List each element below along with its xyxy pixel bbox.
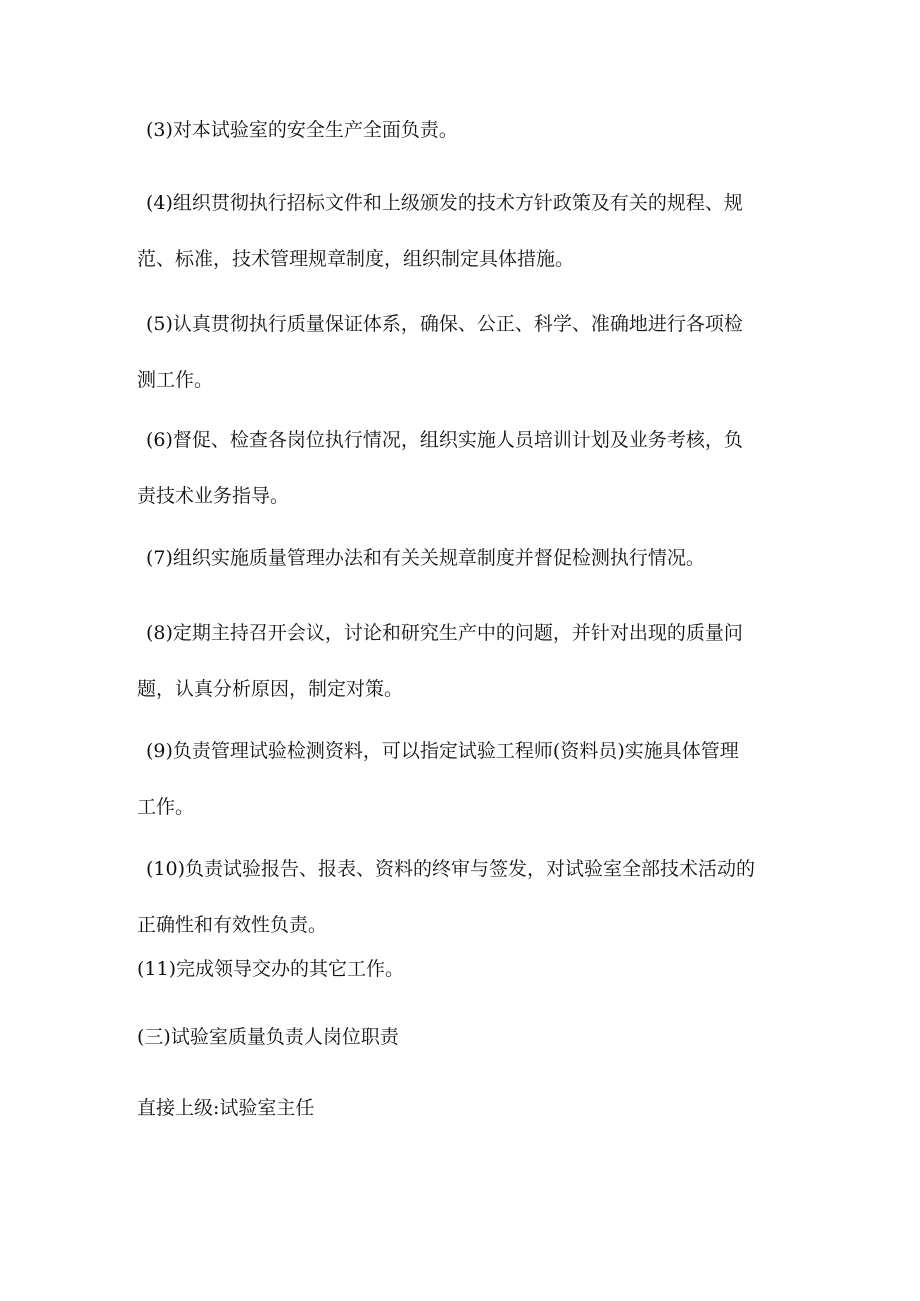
duty-item-4-line-1: (4)组织贯彻执行招标文件和上级颁发的技术方针政策及有关的规程、规	[146, 192, 743, 214]
section-heading-text: (三)试验室质量负责人岗位职责	[137, 1026, 399, 1048]
duty-item-6-line-2: 责技术业务指导。	[137, 485, 290, 507]
direct-superior-text: 直接上级:试验室主任	[137, 1097, 315, 1119]
duty-item-3	[137, 102, 797, 158]
duty-item-6	[137, 412, 797, 524]
duty-item-8-line-1: (8)定期主持召开会议，讨论和研究生产中的问题，并针对出现的质量问	[146, 622, 743, 644]
duty-item-5-line-2: 测工作。	[137, 369, 214, 391]
duty-item-3-line-1: (3)对本试验室的安全生产全面负责。	[146, 119, 458, 141]
duty-item-9	[137, 723, 797, 835]
duty-item-10-line-2: 正确性和有效性负责。	[137, 914, 328, 936]
duty-item-6-line-1: (6)督促、检查各岗位执行情况，组织实施人员培训计划及业务考核，负	[146, 429, 743, 451]
direct-superior	[137, 1080, 797, 1136]
duty-item-5	[137, 296, 797, 408]
duty-item-7	[137, 530, 797, 586]
duty-item-11-line-1: (11)完成领导交办的其它工作。	[137, 958, 405, 980]
duty-item-11	[137, 941, 797, 997]
duty-item-4-line-2: 范、标准，技术管理规章制度，组织制定具体措施。	[137, 248, 575, 270]
duty-item-10-line-1: (10)负责试验报告、报表、资料的终审与签发，对试验室全部技术活动的	[146, 858, 756, 880]
duty-item-9-line-1: (9)负责管理试验检测资料，可以指定试验工程师(资料员)实施具体管理	[146, 740, 739, 762]
duty-item-8-line-2: 题，认真分析原因，制定对策。	[137, 678, 404, 700]
duty-item-5-line-1: (5)认真贯彻执行质量保证体系，确保、公正、科学、准确地进行各项检	[146, 313, 743, 335]
duty-item-9-line-2: 工作。	[137, 796, 195, 818]
duty-item-8	[137, 605, 797, 717]
duty-item-7-line-1: (7)组织实施质量管理办法和有关关规章制度并督促检测执行情况。	[146, 547, 705, 569]
duty-item-10	[137, 841, 797, 953]
duty-item-4	[137, 175, 797, 287]
section-heading	[137, 1009, 797, 1065]
